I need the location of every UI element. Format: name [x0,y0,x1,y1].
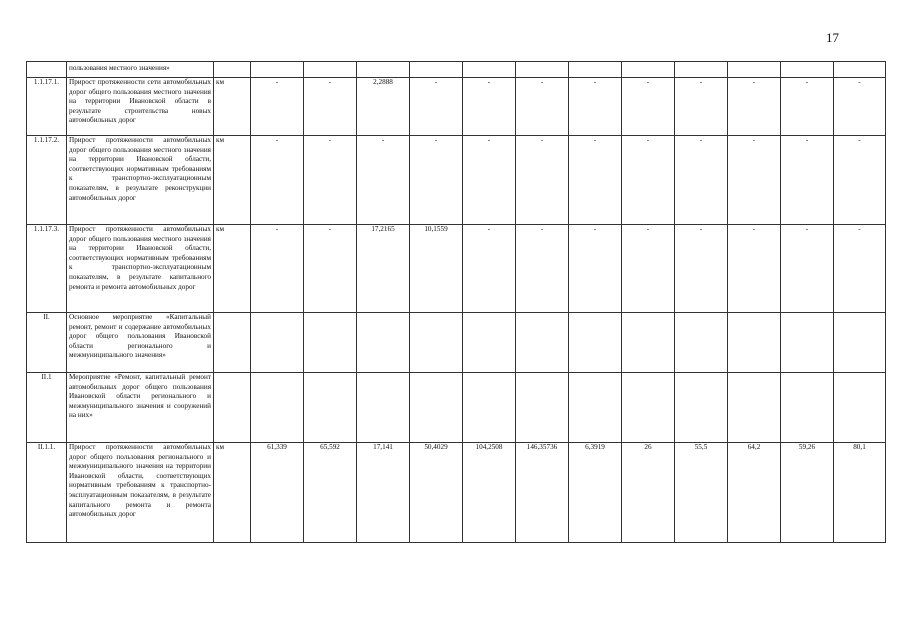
row-value-cell: - [304,225,357,313]
row-value-cell [357,313,410,373]
page-number: 17 [826,30,839,45]
table-row [27,373,886,443]
row-value-cell [675,373,728,443]
row-value-cell: - [304,78,357,136]
row-value-cell [357,62,410,78]
row-unit-cell [214,313,251,373]
row-value-cell [304,373,357,443]
row-value-cell [781,373,834,443]
row-name-cell: Мероприятие «Ремонт, капитальный ремонт автомобильных дорог общего пользования Ивановской области регионального и межмуниципального значения и сооружений на них» [67,373,214,443]
row-value-cell: - [410,136,463,225]
row-value-cell: 17,2165 [357,225,410,313]
row-code-cell: 1.1.17.3. [27,225,67,313]
table-row [27,443,886,543]
table-row [27,62,886,78]
row-value-cell [781,313,834,373]
row-value-cell [516,373,569,443]
row-value-cell [569,373,622,443]
row-value-cell [728,313,781,373]
row-value-cell [463,373,516,443]
row-value-cell [675,62,728,78]
row-value-cell: 2,2888 [357,78,410,136]
table-body [27,62,886,543]
row-value-cell: - [251,78,304,136]
row-unit-cell: км [214,443,251,543]
row-value-cell: - [622,136,675,225]
row-value-cell: - [410,78,463,136]
row-value-cell: 10,1559 [410,225,463,313]
row-value-cell: - [569,78,622,136]
row-unit-cell [214,62,251,78]
row-value-cell: - [516,78,569,136]
row-name-cell: пользования местного значения» [67,62,214,78]
row-value-cell [251,313,304,373]
row-name-cell: Прирост протяженности автомобильных дорог общего пользования местного значения на территории Ивановской области, соответствующих нормативным требованиям к транспортно-эксплуатационным показателям, в результате реконструкции автомобильных дорог [67,136,214,225]
row-name-cell: Прирост протяженности автомобильных дорог общего пользования местного значения на территории Ивановской области, соответствующих нормативным требованиям к транспортно-эксплуатационным показателям, в результате капитального ремонта и ремонта автомобильных дорог [67,225,214,313]
row-value-cell [622,313,675,373]
row-value-cell [569,62,622,78]
row-value-cell: - [834,225,886,313]
row-value-cell [834,373,886,443]
row-value-cell [463,313,516,373]
row-value-cell: 17,141 [357,443,410,543]
row-value-cell: - [304,136,357,225]
row-unit-cell: км [214,136,251,225]
row-value-cell: - [622,225,675,313]
row-value-cell: 55,5 [675,443,728,543]
row-value-cell: 65,592 [304,443,357,543]
row-value-cell: - [675,78,728,136]
row-value-cell [463,62,516,78]
row-code-cell: 1.1.17.2. [27,136,67,225]
row-value-cell [304,62,357,78]
row-value-cell: - [834,78,886,136]
row-value-cell [622,62,675,78]
table-row [27,225,886,313]
row-value-cell: - [569,136,622,225]
row-value-cell: 146,35736 [516,443,569,543]
row-value-cell [357,373,410,443]
row-value-cell [675,313,728,373]
row-value-cell: - [569,225,622,313]
row-value-cell: 59,26 [781,443,834,543]
row-value-cell: 80,1 [834,443,886,543]
row-value-cell: 61,339 [251,443,304,543]
row-value-cell: - [516,136,569,225]
indicator-table [26,61,886,543]
row-unit-cell: км [214,78,251,136]
row-value-cell: - [781,136,834,225]
row-value-cell [410,313,463,373]
row-value-cell: - [463,225,516,313]
row-value-cell [728,62,781,78]
row-value-cell [516,62,569,78]
row-value-cell [622,373,675,443]
row-code-cell: 1.1.17.1. [27,78,67,136]
row-value-cell: 6,3919 [569,443,622,543]
row-value-cell: - [781,225,834,313]
row-value-cell [251,373,304,443]
row-value-cell: - [728,136,781,225]
row-value-cell [251,62,304,78]
row-code-cell [27,62,67,78]
row-value-cell: - [728,78,781,136]
row-value-cell [516,313,569,373]
row-unit-cell: км [214,225,251,313]
row-code-cell: II.1 [27,373,67,443]
table-row [27,136,886,225]
row-name-cell: Прирост протяженности автомобильных дорог общего пользования регионального и межмуниципального значения на территории Ивановской области, соответствующих нормативным требованиям к транспортно-эксплуатационным показателям, в результате капитального ремонта и ремонта автомобильных дорог [67,443,214,543]
row-value-cell [304,313,357,373]
row-value-cell [781,62,834,78]
row-value-cell: - [516,225,569,313]
row-value-cell: - [781,78,834,136]
row-value-cell: 104,2508 [463,443,516,543]
row-unit-cell [214,373,251,443]
row-code-cell: II.1.1. [27,443,67,543]
row-value-cell: - [463,136,516,225]
row-value-cell: - [251,136,304,225]
row-value-cell [834,313,886,373]
row-value-cell [410,62,463,78]
row-value-cell [834,62,886,78]
table-row [27,313,886,373]
row-name-cell: Прирост протяженности сети автомобильных дорог общего пользования местного значения на территории Ивановской области в результате строительства новых автомобильных дорог [67,78,214,136]
row-value-cell: 64,2 [728,443,781,543]
row-code-cell: II. [27,313,67,373]
row-name-cell: Основное мероприятие «Капитальный ремонт, ремонт и содержание автомобильных дорог общего пользования Ивановской области регионального и межмуниципального значения» [67,313,214,373]
row-value-cell: - [357,136,410,225]
row-value-cell: - [622,78,675,136]
row-value-cell [410,373,463,443]
row-value-cell: 50,4029 [410,443,463,543]
row-value-cell: - [834,136,886,225]
row-value-cell: 26 [622,443,675,543]
row-value-cell: - [728,225,781,313]
row-value-cell: - [675,136,728,225]
table-row [27,78,886,136]
row-value-cell [728,373,781,443]
row-value-cell: - [463,78,516,136]
row-value-cell: - [251,225,304,313]
row-value-cell [569,313,622,373]
row-value-cell: - [675,225,728,313]
